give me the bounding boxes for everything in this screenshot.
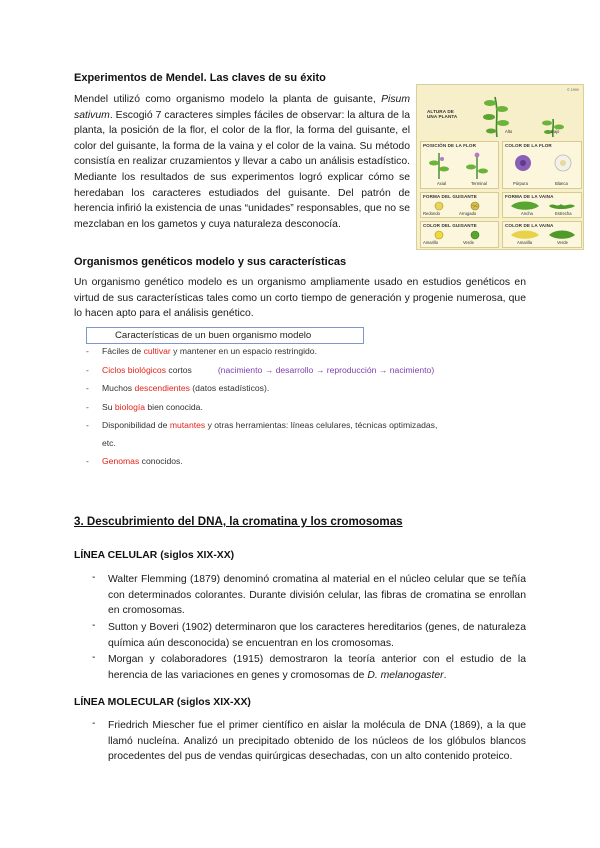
label-blanca: Blanca — [555, 181, 568, 186]
characteristic-item-6 — [86, 456, 183, 466]
item-text: Fáciles de — [102, 346, 144, 356]
dash: - — [86, 402, 89, 412]
flower-position-illustration — [425, 149, 497, 181]
label-redondo: Redondo — [423, 211, 440, 216]
bullet-dash: - — [92, 652, 96, 663]
item-highlight: biología — [114, 402, 146, 412]
label-color-vaina: COLOR DE LA VAINA — [505, 223, 554, 228]
dash: - — [86, 346, 89, 356]
item-text: Muchos — [102, 383, 135, 393]
mendel-para-part-a: Mendel utilizó como organismo modelo la planta de guisante, — [74, 94, 382, 105]
label-terminal: Terminal — [471, 181, 487, 186]
bullet-dash: - — [92, 572, 96, 583]
mendel-characters-figure — [416, 84, 584, 250]
item-text: y mantener en un espacio restringido. — [170, 346, 317, 356]
species-name: D. melanogaster — [367, 669, 444, 681]
item-text: conocidos. — [139, 456, 183, 466]
cell-line-title: LÍNEA CELULAR (siglos XIX-XX) — [74, 550, 235, 561]
characteristics-box-title: Características de un buen organismo modelo — [86, 327, 364, 344]
item-highlight: Genomas — [102, 456, 140, 466]
model-organisms-title: Organismos genéticos modelo y sus características — [74, 256, 347, 268]
flower-color-illustration — [509, 151, 581, 181]
mendel-paragraph — [74, 92, 410, 232]
item-text: bien conocida. — [145, 402, 203, 412]
label-color-guisante: COLOR DEL GUISANTE — [423, 223, 477, 228]
label-forma-guisante: FORMA DEL GUISANTE — [423, 194, 477, 199]
mendel-para-part-b: . Escogió 7 caracteres simples fáciles de observar: la altura de la planta, la posición de la flor, el color de la flor, la forma del guisante, el color del guisante, la forma de la vaina y el color de la vaina. Su método consistía en realizar cruzamientos y llevar a cabo un análisis estadístico. Mediante los resultados de sus experimentos logró explicar cómo se heredaban los caracteres estudiados del guisante. Del patrón de herencia infirió la existencia de unas “unidades” responsables, que no se mezclaban en los gametos y cuya naturaleza desconocía. — [74, 109, 410, 230]
item-text: (datos estadísticos). — [189, 383, 270, 393]
label-axial: Axial — [437, 181, 447, 186]
label-purpura: Púrpura — [513, 181, 528, 186]
characteristic-item-1 — [86, 346, 317, 356]
item-text: y otras herramientas: líneas celulares, técnicas optimizadas, — [205, 420, 438, 430]
miescher-bullet: Friedrich Miescher fue el primer científico en aislar la molécula de DNA (1869), a la que llamó nucleína. Analizó un precipitado obtenido de los núcleos de los glóbulos blancos procedentes del pus de vendas quirúrgicas desechadas, con un alto contenido proteico. — [108, 720, 526, 763]
label-ancha: Ancha — [521, 211, 533, 216]
species-name: Pisum sativum — [74, 94, 410, 121]
item-highlight: mutantes — [169, 420, 206, 430]
item-highlight: Ciclos biológicos — [102, 365, 167, 375]
characteristic-item-5-continued: etc. — [102, 438, 116, 448]
characteristic-item-5 — [86, 420, 437, 430]
dash: - — [86, 365, 89, 375]
dna-section-title: 3. Descubrimiento del DNA, la cromatina y los cromosomas — [74, 515, 403, 528]
morgan-bullet — [108, 652, 526, 683]
characteristic-item-3 — [86, 383, 269, 393]
molecular-line-title: LÍNEA MOLECULAR (siglos XIX-XX) — [74, 697, 251, 708]
morgan-end: . — [443, 669, 447, 681]
label-color-flor: COLOR DE LA FLOR — [505, 143, 552, 148]
item-text: Su — [102, 402, 115, 412]
mendel-section-title: Experimentos de Mendel. Las claves de su éxito — [74, 72, 326, 84]
item-text: Disponibilidad de — [102, 420, 170, 430]
item-highlight: descendientes — [134, 383, 190, 393]
item-text: cortos — [166, 365, 192, 375]
model-organisms-paragraph: Un organismo genético modelo es un organismo ampliamente usado en estudios genéticos en virtud de sus características tales como un corto tiempo de generación y progenie numerosa, que lo hacen apto para el análisis genético. — [74, 277, 526, 320]
label-verde-vaina: Verde — [557, 240, 568, 245]
label-estrecha: Estrecha — [555, 211, 572, 216]
label-altura: ALTURA DE UNA PLANTA — [427, 109, 458, 119]
label-posicion: POSICIÓN DE LA FLOR — [423, 143, 477, 148]
dash: - — [86, 456, 89, 466]
characteristic-item-2 — [86, 365, 434, 375]
label-amarilla: Amarilla — [517, 240, 533, 245]
label-amarillo: Amarillo — [423, 240, 439, 245]
dash: - — [86, 420, 89, 430]
plant-height-illustration — [475, 91, 585, 141]
life-cycle-sequence: (nacimiento → desarrollo → reproducción → nacimiento) — [217, 365, 435, 375]
label-alto: Alto — [505, 129, 513, 134]
bullet-dash: - — [92, 620, 96, 631]
dash: - — [86, 383, 89, 393]
label-arrugado: Arrugado — [459, 211, 477, 216]
sutton-boveri-bullet: Sutton y Boveri (1902) determinaron que los caracteres hereditarios (genes, de naturaleza química aún desconocida) se encuentran en los cromosomas. — [108, 622, 526, 649]
label-verde: Verde — [463, 240, 474, 245]
characteristic-item-4 — [86, 402, 203, 412]
figure-copyright: © 1999 — [567, 88, 579, 92]
label-bajo: Bajo — [551, 129, 560, 134]
item-highlight: cultivar — [143, 346, 171, 356]
morgan-text: Morgan y colaboradores (1915) demostraron la teoría anterior con el estudio de la herencia de las variaciones en genes y cromosomas de — [108, 654, 526, 681]
bullet-dash: - — [92, 718, 96, 729]
flemming-bullet: Walter Flemming (1879) denominó cromatina al material en el núcleo celular que se teñía con determinados colorantes. Durante división celular, las fibras de cromatina se enrollan en cromosomas. — [108, 574, 526, 617]
label-forma-vaina: FORMA DE LA VAINA — [505, 194, 554, 199]
